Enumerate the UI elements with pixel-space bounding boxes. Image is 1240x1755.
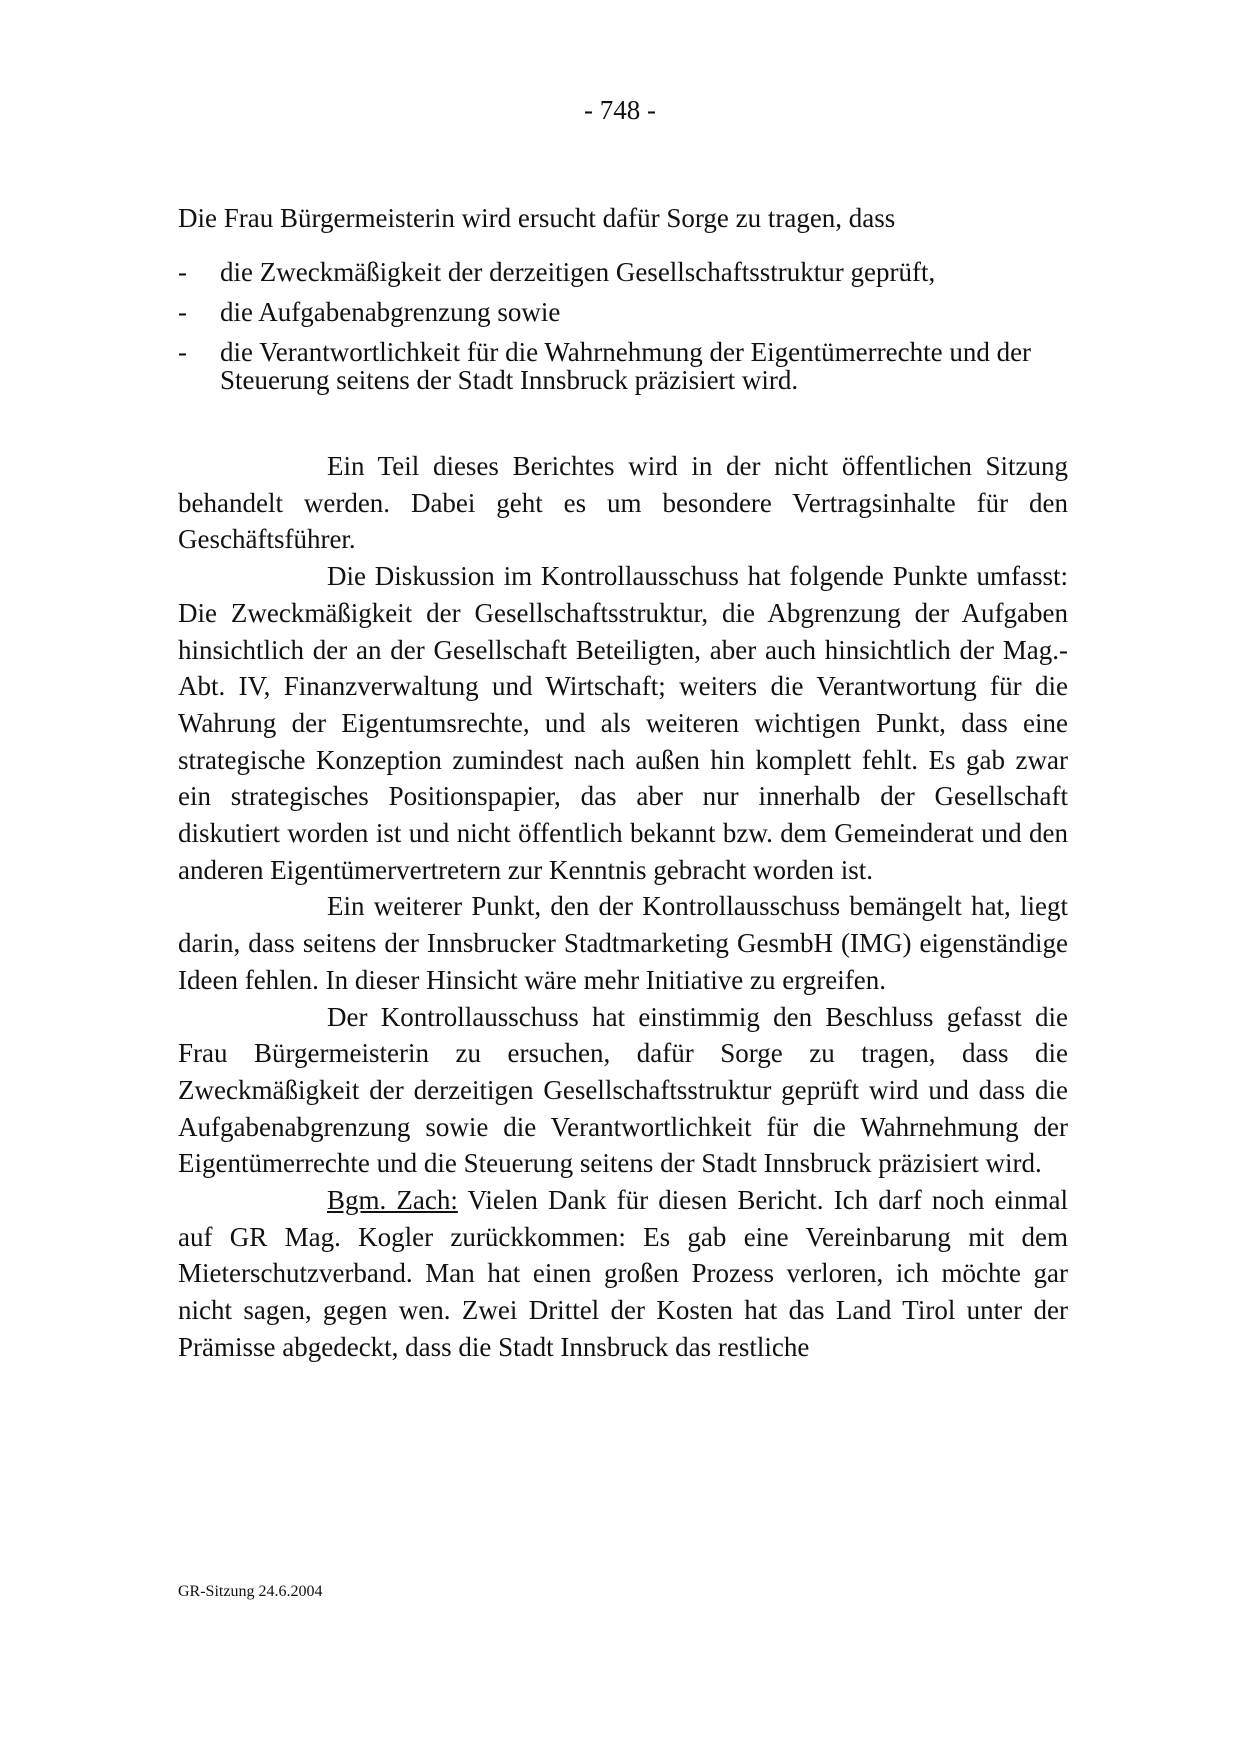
paragraph: Der Kontrollausschuss hat einstimmig den Beschluss gefasst die Frau Bürgermeisterin zu ersuchen, dafür Sorge zu tragen, dass die Zweckmäßigkeit der derzeitigen Gesellschaftsstruktur geprüft wird und dass die Aufgabenabgrenzung sowie die Verantwortlichkeit für die Wahrnehmung der Eigentümerrechte und die Steuerung seitens der Stadt Innsbruck präzisiert wird. <box>178 1001 1068 1179</box>
bullet-text: die Aufgabenabgrenzung sowie <box>220 297 561 327</box>
bullet-list <box>178 258 1068 406</box>
bullet-text: die Verantwortlichkeit für die Wahrnehmung der Eigentümerrechte und der Steuerung seitens der Stadt Innsbruck präzisiert wird. <box>220 337 1032 395</box>
bullet-dash: - <box>178 297 187 327</box>
bullet-dash: - <box>178 257 187 287</box>
bullet-item <box>178 258 1068 286</box>
speaker-text: Vielen Dank für diesen Bericht. Ich darf noch einmal auf GR Mag. Kogler zurückkommen: Es gab eine Vereinbarung mit dem Mieterschutzverband. Man hat einen großen Prozess verloren, ich möchte gar nicht sagen, gegen wen. Zwei Drittel der Kosten hat das Land Tirol unter der Prämisse abgedeckt, dass die Stadt Innsbruck das restliche <box>178 1185 1068 1362</box>
bullet-dash: - <box>178 337 187 367</box>
bullet-text: die Zweckmäßigkeit der derzeitigen Gesellschaftsstruktur geprüft, <box>220 257 936 287</box>
page-number: - 748 - <box>584 95 656 125</box>
paragraph: Ein weiterer Punkt, den der Kontrollausschuss bemängelt hat, liegt darin, dass seitens der Innsbrucker Stadtmarketing GesmbH (IMG) eigenständige Ideen fehlen. In dieser Hinsicht wäre mehr Initiative zu ergreifen. <box>178 891 1068 995</box>
intro-sentence: Die Frau Bürgermeisterin wird ersucht dafür Sorge zu tragen, dass <box>178 203 896 233</box>
paragraph: Ein Teil dieses Berichtes wird in der nicht öffentlichen Sitzung behandelt werden. Dabei geht es um besondere Vertragsinhalte für den Geschäftsführer. <box>178 451 1068 555</box>
speaker-name: Bgm. Zach: <box>327 1185 458 1216</box>
speaker-paragraph <box>178 1182 1068 1366</box>
paragraph: Die Diskussion im Kontrollausschuss hat folgende Punkte umfasst: Die Zweckmäßigkeit der Gesellschaftsstruktur, die Abgrenzung der Aufgaben hinsichtlich der an der Gesellschaft Beteiligten, aber auch hinsichtlich der Mag.-Abt. IV, Finanzverwaltung und Wirtschaft; weiters die Verantwortung für die Wahrung der Eigentumsrechte, und als weiteren wichtigen Punkt, dass eine strategische Konzeption zumindest nach außen hin komplett fehlt. Es gab zwar ein strategisches Positionspapier, das aber nur innerhalb der Gesellschaft diskutiert worden ist und nicht öffentlich bekannt bzw. dem Gemeinderat und den anderen Eigentümervertretern zur Kenntnis gebracht worden ist. <box>178 561 1068 885</box>
footer-session-date: GR-Sitzung 24.6.2004 <box>178 1583 323 1600</box>
body-text <box>178 448 1068 1366</box>
bullet-item <box>178 338 1068 394</box>
bullet-item <box>178 298 1068 326</box>
